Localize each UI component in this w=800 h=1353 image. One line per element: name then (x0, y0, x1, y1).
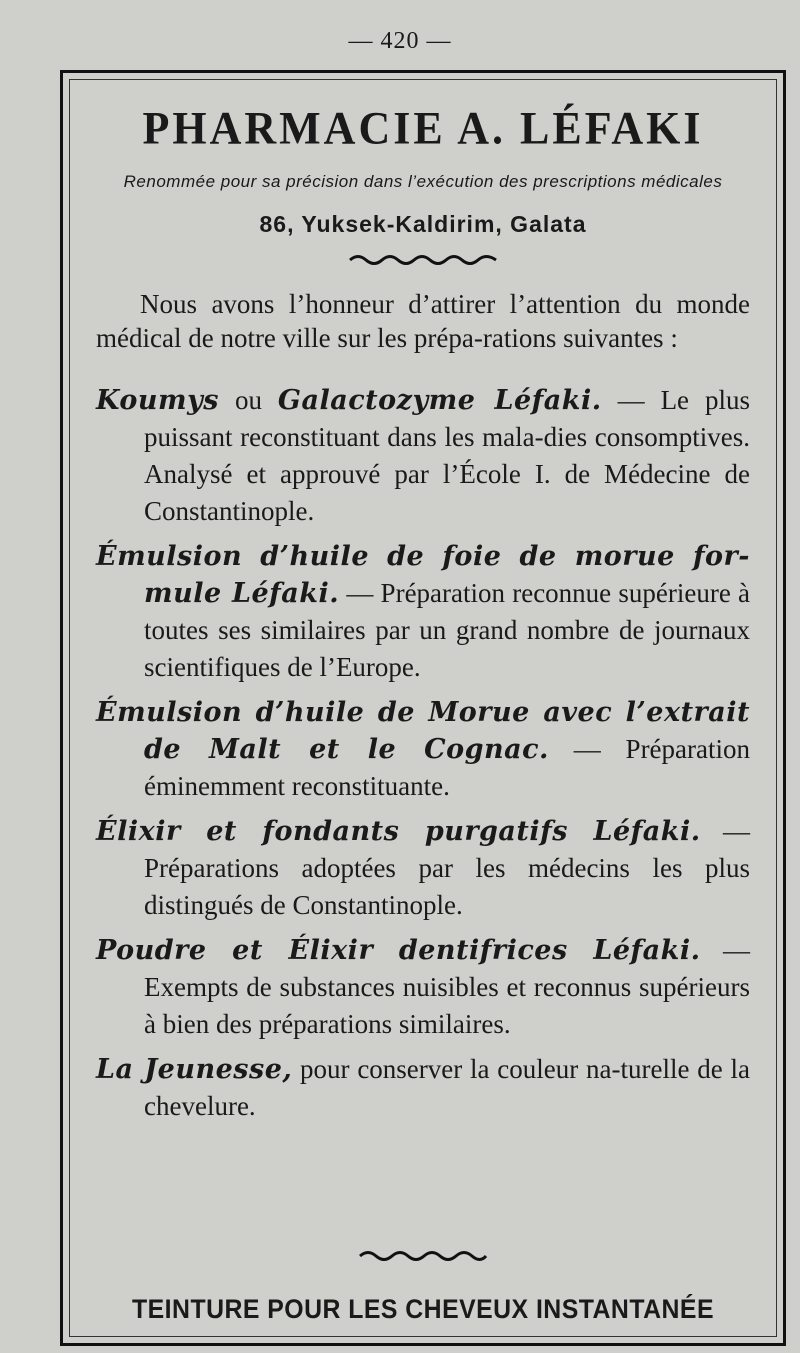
product-description: — Le plus puissant reconstituant dans les mala-dies consomptives. Analysé et approuvé par l’École I. de Médecine de Constantinople. (144, 385, 751, 526)
product-description: — Préparations adoptées par les médecins les plus distingués de Constantinople. (144, 816, 751, 920)
product-connector: ou (218, 385, 278, 415)
product-description: — Préparation éminemment reconstituante. (144, 734, 751, 801)
pharmacy-tagline: Renommée pour sa précision dans l’exécution des prescriptions médicales (123, 172, 723, 191)
advertisement-frame (60, 70, 786, 1346)
product-entry (96, 382, 750, 530)
intro-paragraph: Nous avons l’honneur d’attirer l’attention du monde médical de notre ville sur les prépa-rations suivantes : (96, 289, 750, 353)
footer-heading: TEINTURE POUR LES CHEVEUX INSTANTANÉE (132, 1294, 714, 1324)
product-name: Poudre et Élixir dentifrices Léfaki. (96, 935, 701, 966)
product-name: Émulsion d’huile de foie de morue for-mule Léfaki. (96, 541, 750, 609)
page-number: — 420 — (348, 28, 452, 54)
pharmacy-title: PHARMACIE A. LÉFAKI (142, 102, 704, 155)
product-entry (96, 813, 750, 924)
product-name: Émulsion d’huile de Morue avec l’extrait de Malt et le Cognac. (96, 697, 750, 765)
product-entry (96, 1051, 750, 1125)
product-name: Koumys (96, 385, 219, 416)
product-entry (96, 694, 750, 805)
pharmacy-address: 86, Yuksek-Kaldirim, Galata (259, 211, 587, 237)
wave-ornament-bottom-icon (358, 1249, 488, 1263)
product-name: La Jeunesse, (96, 1054, 293, 1085)
product-description: — Exempts de substances nuisibles et reconnus supérieurs à bien des préparations similaires. (144, 935, 751, 1039)
wave-ornament-icon (348, 253, 498, 267)
product-entry (96, 538, 750, 686)
product-description: — Préparation reconnue supérieure à toutes ses similaires par un grand nombre de journaux scientifiques de l’Europe. (144, 578, 751, 682)
product-entry (96, 932, 750, 1043)
product-description: pour conserver la couleur na-turelle de la chevelure. (144, 1054, 750, 1121)
advertisement-content (96, 101, 750, 1125)
product-name: Élixir et fondants purgatifs Léfaki. (96, 816, 701, 847)
product-name-secondary: Galactozyme Léfaki. (277, 385, 602, 416)
